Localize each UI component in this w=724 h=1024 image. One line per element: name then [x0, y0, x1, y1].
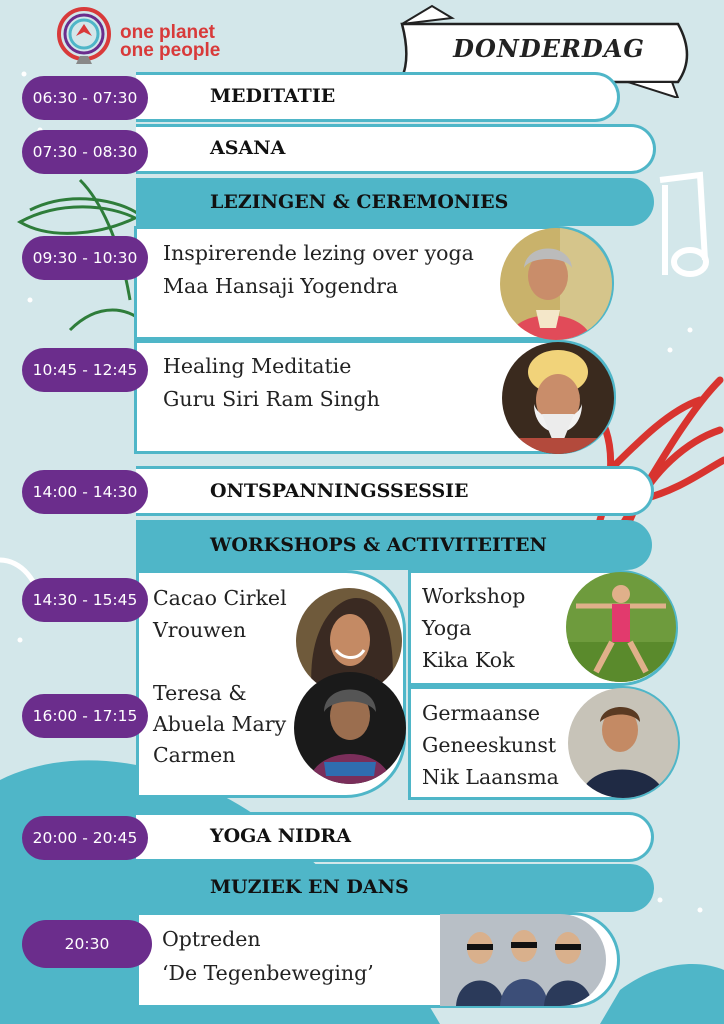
- optreden-time: 20:30: [22, 920, 152, 968]
- ontspanning-time: 14:00 - 14:30: [22, 470, 148, 514]
- ws2-time: 16:00 - 17:15: [22, 694, 148, 738]
- lezingen-title: LEZINGEN & CEREMONIES: [210, 191, 509, 213]
- ws3-line-3: Kika Kok: [422, 648, 515, 672]
- optreden-band: ‘De Tegenbeweging’: [162, 961, 374, 985]
- lecture-1-speaker: Maa Hansaji Yogendra: [163, 274, 399, 298]
- yoga-nidra-time: 20:00 - 20:45: [22, 816, 148, 860]
- ws4-line-2: Geneeskunst: [422, 733, 557, 757]
- globe-logo-icon: [54, 6, 116, 68]
- meditatie-time: 06:30 - 07:30: [22, 76, 148, 120]
- ws4-text: [422, 697, 559, 793]
- band-photo-icon: [440, 914, 606, 1006]
- turbaned-man-portrait-icon: [502, 342, 614, 454]
- lecture-1-title: Inspirerende lezing over yoga: [163, 241, 474, 265]
- muziek-title: MUZIEK EN DANS: [210, 876, 409, 898]
- ws1-text: [153, 582, 287, 646]
- yoga-nidra-title: YOGA NIDRA: [210, 825, 351, 847]
- asana-title: ASANA: [210, 137, 286, 159]
- man-portrait-icon: [568, 688, 678, 798]
- ontspanning-title: ONTSPANNINGSSESSIE: [210, 480, 469, 502]
- ws2-text: [153, 678, 286, 771]
- lecture-1-text: [163, 237, 474, 303]
- ws3-line-1: Workshop: [422, 584, 526, 608]
- brand-logo: [54, 6, 244, 68]
- ws2-line-3: Carmen: [153, 743, 236, 767]
- lecture-1-time: 09:30 - 10:30: [22, 236, 148, 280]
- logo-line-2: one people: [120, 40, 221, 61]
- optreden-text: [162, 922, 374, 990]
- row-meditatie: [136, 72, 620, 122]
- lecture-2-text: [163, 350, 380, 416]
- asana-time: 07:30 - 08:30: [22, 130, 148, 174]
- optreden-title: Optreden: [162, 927, 261, 951]
- yoga-pose-photo-icon: [566, 572, 676, 682]
- ws3-text: [422, 580, 525, 676]
- day-label: DONDERDAG: [453, 34, 645, 63]
- elder-woman-portrait-icon: [294, 672, 406, 784]
- ws1-time: 14:30 - 15:45: [22, 578, 148, 622]
- logo-line-1: one planet: [120, 22, 216, 43]
- ws2-line-1: Teresa &: [153, 681, 247, 705]
- ws4-line-1: Germaanse: [422, 701, 541, 725]
- ws1-title: Cacao Cirkel: [153, 586, 287, 610]
- lecture-2-time: 10:45 - 12:45: [22, 348, 148, 392]
- lecture-2-speaker: Guru Siri Ram Singh: [163, 387, 380, 411]
- ws4-line-3: Nik Laansma: [422, 765, 559, 789]
- ws3-line-2: Yoga: [422, 616, 472, 640]
- ws1-subtitle: Vrouwen: [153, 618, 247, 642]
- woman-speaker-portrait-icon: [500, 228, 612, 340]
- meditatie-title: MEDITATIE: [210, 85, 336, 107]
- lecture-2-title: Healing Meditatie: [163, 354, 352, 378]
- ws2-line-2: Abuela Mary: [153, 712, 287, 736]
- workshops-title: WORKSHOPS & ACTIVITEITEN: [210, 534, 547, 556]
